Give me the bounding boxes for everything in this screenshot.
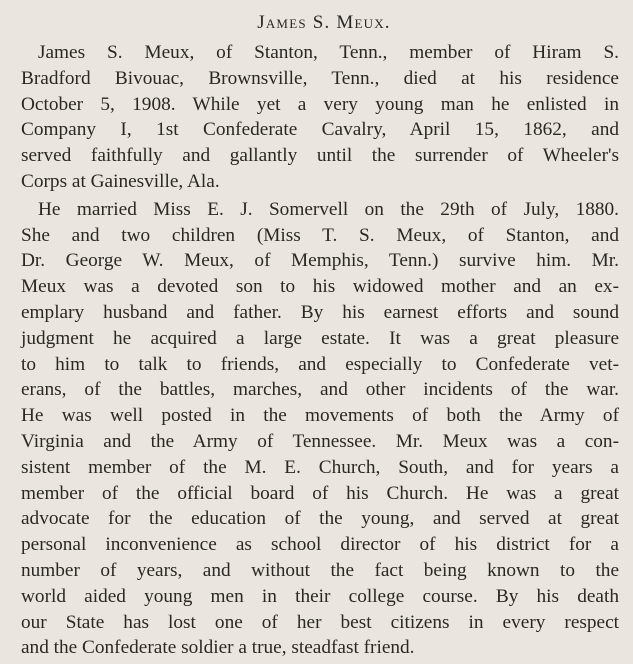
text-line: sistent member of the M. E. Church, South, and for years a [21, 456, 619, 478]
text-line: He was well posted in the movements of both the Army of [21, 405, 619, 427]
text-line: judgment he acquired a large estate. It was a great pleasure [21, 327, 619, 349]
paragraph-2 [21, 197, 619, 661]
text-line: Company I, 1st Confederate Cavalry, April 15, 1862, and [21, 119, 619, 141]
text-line: and the Confederate soldier a true, steadfast friend. [21, 637, 415, 659]
text-line: Bradford Bivouac, Brownsville, Tenn., died at his residence [21, 67, 619, 89]
paragraph-1 [21, 40, 619, 195]
text-line: to him to talk to friends, and especially to Confederate vet- [21, 353, 619, 375]
text-line: served faithfully and gallantly until the surrender of Wheeler's [21, 145, 619, 167]
article-title: James S. Meux. [257, 12, 391, 33]
text-line: October 5, 1908. While yet a very young man he enlisted in [21, 93, 619, 115]
text-line: world aided young men in their college course. By his death [21, 585, 619, 607]
text-line: number of years, and without the fact being known to the [21, 559, 619, 581]
text-line: personal inconvenience as school director of his district for a [21, 534, 619, 556]
text-line: Meux was a devoted son to his widowed mother and an ex- [21, 276, 619, 298]
text-line: She and two children (Miss T. S. Meux, of Stanton, and [21, 224, 619, 246]
text-line: Corps at Gainesville, Ala. [21, 170, 220, 192]
text-line: He married Miss E. J. Somervell on the 29th of July, 1880. [38, 198, 619, 220]
text-line: advocate for the education of the young, and served at great [21, 508, 619, 530]
text-line: emplary husband and father. By his earnest efforts and sound [21, 301, 619, 323]
text-line: James S. Meux, of Stanton, Tenn., member of Hiram S. [38, 42, 619, 63]
text-line: Dr. George W. Meux, of Memphis, Tenn.) survive him. Mr. [21, 250, 619, 272]
text-line: our State has lost one of her best citizens in every respect [21, 611, 619, 633]
text-line: member of the official board of his Church. He was a great [21, 482, 619, 504]
text-line: Virginia and the Army of Tennessee. Mr. Meux was a con- [21, 430, 619, 452]
text-line: erans, of the battles, marches, and other incidents of the war. [21, 379, 619, 401]
